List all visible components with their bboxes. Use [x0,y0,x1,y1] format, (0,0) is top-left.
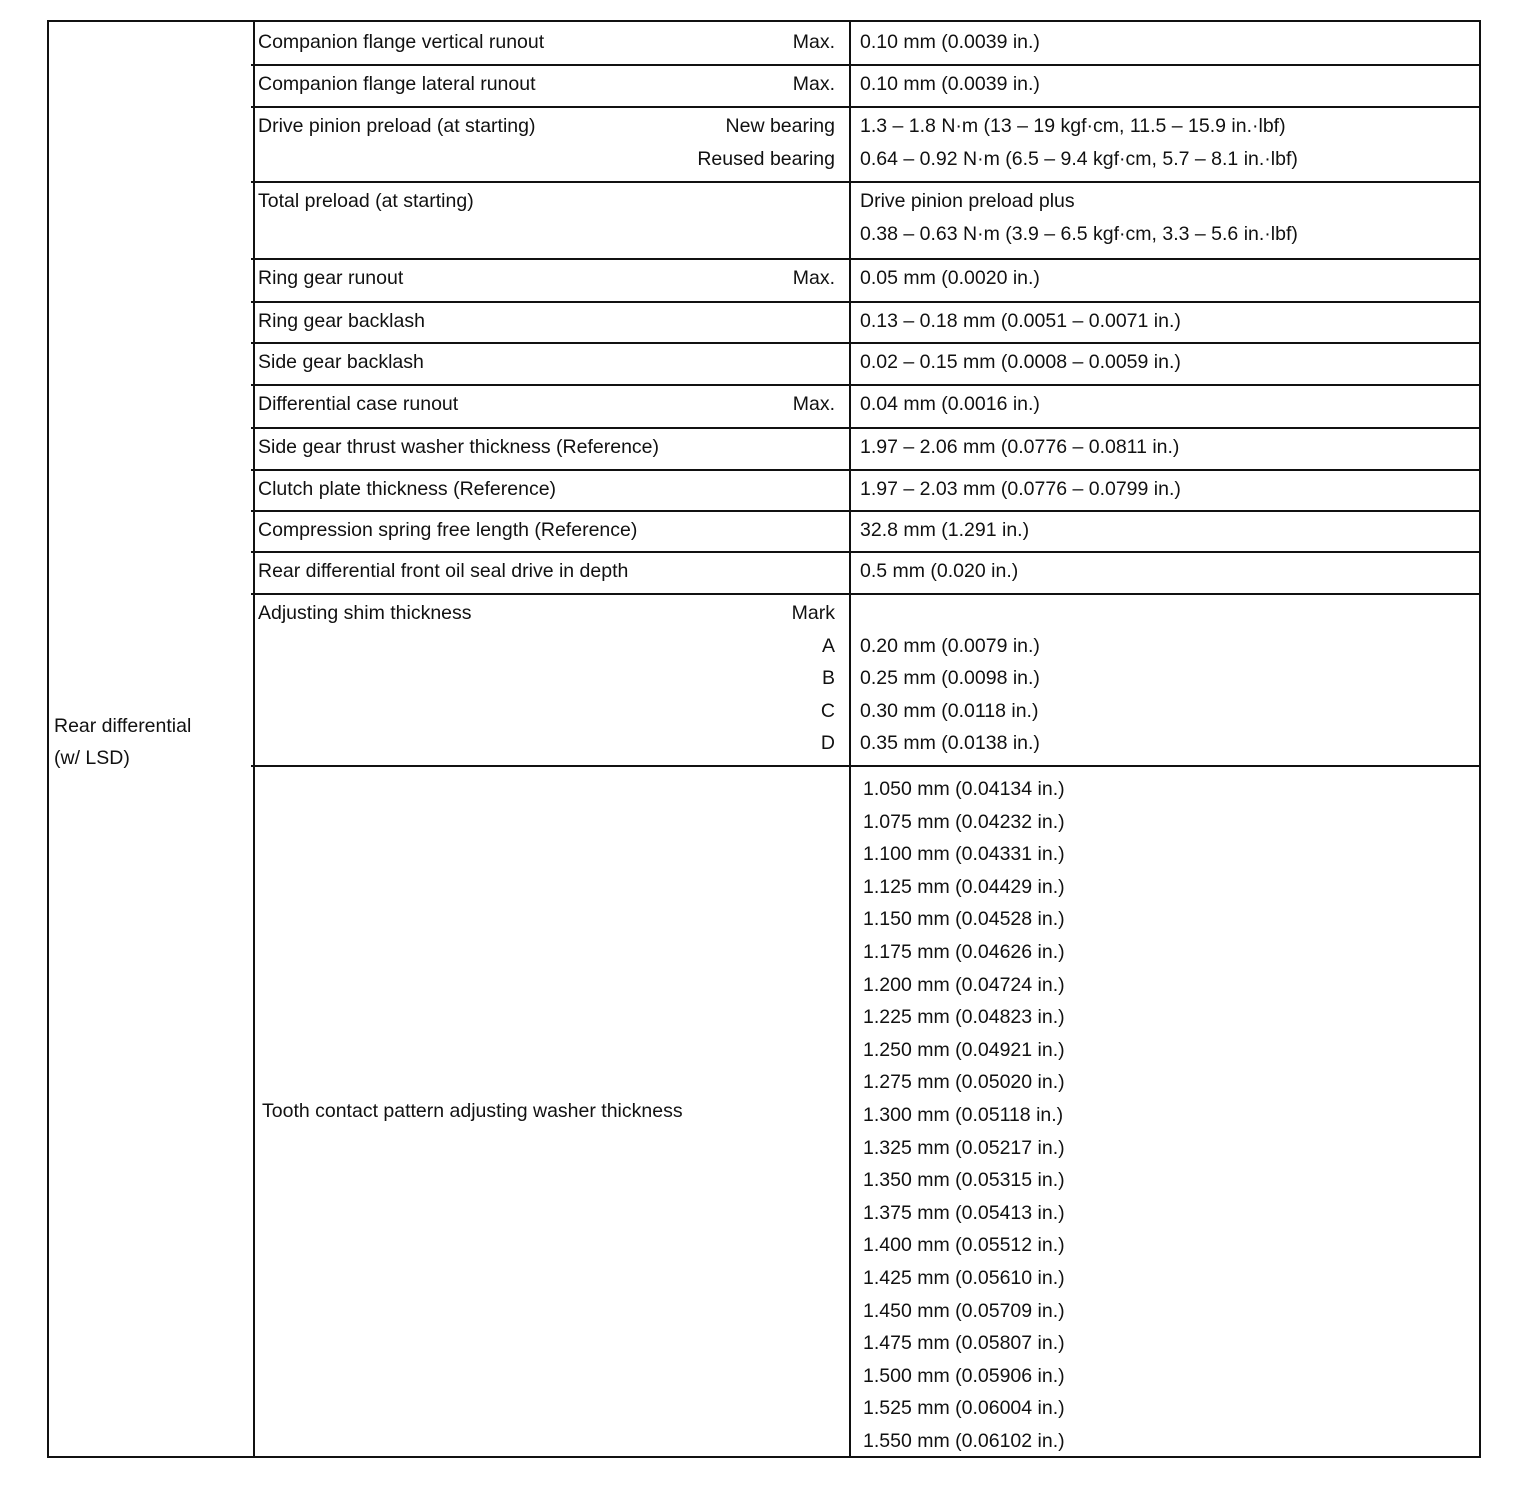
spec-item-label: Total preload (at starting) [258,190,474,212]
spec-item-label: Side gear backlash [258,351,424,373]
spec-value: 0.35 mm (0.0138 in.) [860,732,1040,755]
spec-item-label: Side gear thrust washer thickness (Reference) [258,436,660,458]
row-divider [251,469,1479,471]
spec-qualifier: C [820,699,835,722]
row-divider [251,342,1479,344]
spec-value: 0.20 mm (0.0079 in.) [860,634,1040,657]
spec-item-label: Clutch plate thickness (Reference) [258,478,557,500]
spec-value: 1.475 mm (0.05807 in.) [863,1332,1065,1355]
spec-value: 1.450 mm (0.05709 in.) [863,1299,1065,1322]
spec-qualifier: Max. [792,393,835,415]
spec-value: 0.10 mm (0.0039 in.) [860,31,1040,53]
row-divider [251,301,1479,303]
spec-qualifier: D [820,732,835,755]
spec-value: 0.02 – 0.15 mm (0.0008 – 0.0059 in.) [860,351,1181,373]
spec-qualifier: Mark [791,602,835,624]
spec-item-label: Differential case runout [258,393,459,415]
spec-item-label: Drive pinion preload (at starting) [258,115,536,137]
spec-value: 1.325 mm (0.05217 in.) [863,1136,1065,1159]
spec-value: 0.13 – 0.18 mm (0.0051 – 0.0071 in.) [860,310,1181,332]
spec-value: 0.38 – 0.63 N·m (3.9 – 6.5 kgf·cm, 3.3 – 5.6 in.·lbf) [860,222,1298,245]
column-divider [849,22,851,1456]
spec-value: 0.25 mm (0.0098 in.) [860,667,1040,690]
section-label: (w/ LSD) [54,747,130,769]
spec-value: 1.550 mm (0.06102 in.) [863,1430,1065,1452]
spec-value: 1.300 mm (0.05118 in.) [863,1104,1064,1126]
row-divider [251,106,1479,108]
spec-value: 1.100 mm (0.04331 in.) [863,843,1065,866]
spec-qualifier: New bearing [725,115,835,137]
spec-item-label: Companion flange vertical runout [258,31,545,53]
spec-qualifier: Max. [792,31,835,53]
spec-qualifier: Max. [792,73,835,95]
spec-qualifier: A [821,634,835,657]
spec-value: 1.200 mm (0.04724 in.) [863,973,1065,996]
spec-value: 1.97 – 2.06 mm (0.0776 – 0.0811 in.) [860,436,1180,458]
row-divider [251,384,1479,386]
section-label: Rear differential [54,715,192,737]
spec-value: 1.075 mm (0.04232 in.) [863,810,1065,833]
spec-value: 1.375 mm (0.05413 in.) [863,1201,1065,1224]
spec-value: 0.10 mm (0.0039 in.) [860,73,1040,95]
spec-item-label: Ring gear runout [258,267,404,289]
spec-value: 1.500 mm (0.05906 in.) [863,1364,1065,1387]
spec-qualifier: Max. [792,267,835,289]
spec-value: 1.150 mm (0.04528 in.) [863,908,1065,931]
spec-value: 1.3 – 1.8 N·m (13 – 19 kgf·cm, 11.5 – 15.9 in.·lbf) [860,115,1286,137]
spec-item-label: Ring gear backlash [258,310,425,332]
spec-value: 1.250 mm (0.04921 in.) [863,1038,1065,1061]
spec-item-label: Compression spring free length (Reference) [258,519,638,541]
spec-value: 0.64 – 0.92 N·m (6.5 – 9.4 kgf·cm, 5.7 – 8.1 in.·lbf) [860,147,1298,170]
spec-value: 32.8 mm (1.291 in.) [860,519,1030,541]
row-divider [251,765,1479,767]
spec-value: 0.5 mm (0.020 in.) [860,560,1019,582]
row-divider [251,427,1479,429]
spec-value: 1.350 mm (0.05315 in.) [863,1169,1065,1192]
spec-value: 1.050 mm (0.04134 in.) [863,778,1065,800]
spec-value: Drive pinion preload plus [860,190,1075,212]
row-divider [251,64,1479,66]
spec-qualifier: B [821,667,835,690]
row-divider [251,593,1479,595]
row-divider [251,181,1479,183]
spec-value: 1.125 mm (0.04429 in.) [863,875,1065,898]
spec-value: 0.05 mm (0.0020 in.) [860,267,1040,289]
spec-item-label: Adjusting shim thickness [258,602,472,624]
spec-item-label: Companion flange lateral runout [258,73,536,95]
spec-value: 1.97 – 2.03 mm (0.0776 – 0.0799 in.) [860,478,1181,500]
spec-value: 1.425 mm (0.05610 in.) [863,1267,1065,1289]
spec-value: 1.400 mm (0.05512 in.) [863,1234,1065,1257]
spec-value: 1.225 mm (0.04823 in.) [863,1006,1065,1029]
spec-value: 0.04 mm (0.0016 in.) [860,393,1040,415]
row-divider [251,551,1479,553]
row-divider [251,258,1479,260]
spec-value: 1.525 mm (0.06004 in.) [863,1397,1065,1420]
spec-qualifier: Reused bearing [697,147,835,170]
spec-value: 1.275 mm (0.05020 in.) [863,1071,1065,1094]
row-divider [251,510,1479,512]
spec-item-label: Tooth contact pattern adjusting washer thickness [262,1099,683,1122]
column-divider [253,22,255,1456]
spec-item-label: Rear differential front oil seal drive in depth [258,560,629,582]
spec-value: 1.175 mm (0.04626 in.) [863,941,1065,963]
spec-value: 0.30 mm (0.0118 in.) [860,699,1039,722]
